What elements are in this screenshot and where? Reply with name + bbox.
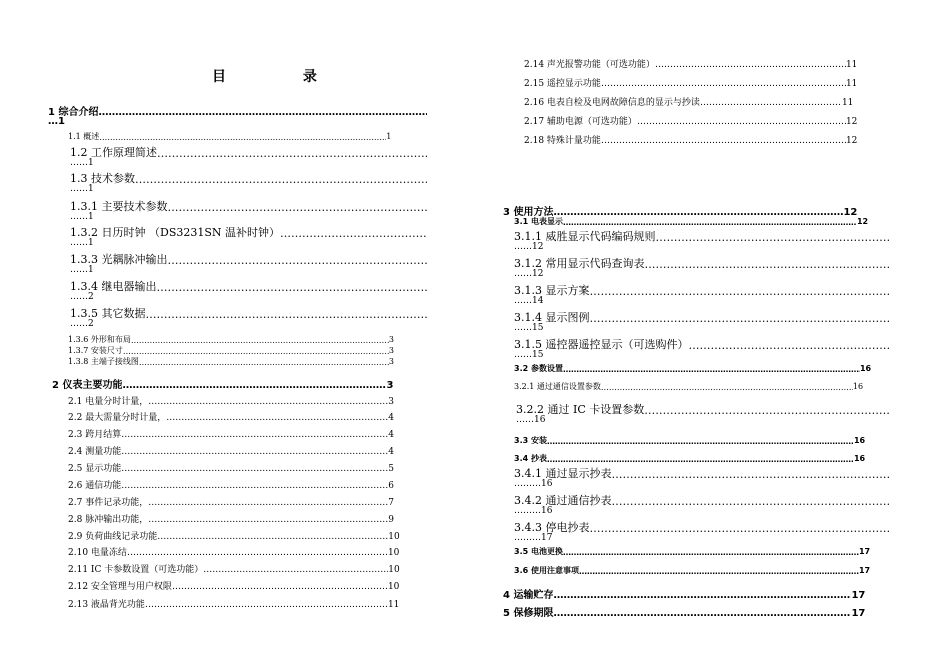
toc-leader-dots [553, 590, 851, 601]
toc-entry-number: 3.1.2 [514, 257, 542, 270]
toc-entry-continuation: ……15 [514, 323, 544, 333]
toc-entry-title: 特殊计量功能 [546, 136, 601, 146]
toc-entry-number: 2.12 [68, 582, 89, 592]
toc-entry-title: 测量功能 [85, 447, 122, 457]
toc-page-number: 3 [388, 357, 394, 366]
toc-entry-title: 辅助电源（可选功能） [546, 117, 637, 127]
toc-entry-title: 主要技术参数 [101, 200, 168, 213]
toc-leader-dots [590, 312, 889, 325]
toc-entry[interactable] [48, 103, 438, 118]
toc-entry-continuation: ……1 [70, 212, 94, 222]
toc-leader-dots [131, 336, 389, 345]
toc-entry-title: 遥控器遥控显示（可选购件） [545, 338, 689, 351]
toc-entry-title: 最大需量分时计量， [85, 413, 167, 423]
toc-page-number: 12 [845, 117, 858, 127]
toc-entry-number: 2.9 [68, 532, 83, 542]
toc-leader-dots [203, 565, 388, 575]
toc-leader-dots [121, 447, 388, 457]
toc-entry-title: 安全管理与用户权限 [90, 582, 172, 592]
toc-entry-number: 2.3 [68, 430, 83, 440]
toc-entry-number: 3 [503, 207, 510, 218]
toc-leader-dots [637, 117, 846, 127]
toc-entry-number: 3.3 [514, 436, 529, 445]
toc-entry-title: 工作原理简述 [91, 146, 157, 159]
toc-entry-continuation: ………16 [514, 479, 553, 489]
toc-entry[interactable] [514, 465, 899, 481]
toc-entry[interactable] [514, 255, 899, 271]
toc-page-number: 3 [388, 346, 394, 355]
toc-page-number: 10 [387, 548, 400, 558]
toc-leader-dots [99, 133, 386, 142]
toc-page-number: 5 [388, 464, 394, 474]
toc-leader-dots [148, 498, 388, 508]
toc-entry[interactable] [68, 495, 405, 508]
toc-leader-dots [280, 227, 427, 240]
toc-entry-continuation: ……1 [70, 238, 94, 248]
toc-entry[interactable] [514, 435, 876, 446]
toc-entry-continuation: ……1 [70, 265, 94, 275]
toc-entry-number: 3.1.3 [514, 284, 542, 297]
toc-leader-dots [157, 147, 427, 160]
toc-entry-continuation: ……1 [70, 158, 94, 168]
toc-entry[interactable] [514, 363, 882, 374]
toc-entry-title: 使用方法 [513, 207, 554, 218]
toc-entry-title: 电量分时计量， [85, 397, 149, 407]
toc-entry-title: 事件记录功能， [85, 498, 149, 508]
toc-leader-dots [122, 380, 386, 391]
toc-entry-title: 显示方案 [545, 284, 590, 297]
toc-page-number: 4 [388, 413, 394, 423]
toc-entry[interactable] [68, 478, 405, 491]
toc-leader-dots [655, 60, 846, 70]
toc-leader-dots [168, 201, 428, 214]
toc-entry-title: 综合介绍 [58, 107, 99, 118]
toc-page-number: 11 [841, 98, 854, 108]
toc-entry-number: 1.3.8 [68, 357, 89, 366]
toc-leader-dots [579, 567, 859, 576]
toc-leader-dots [98, 107, 427, 118]
toc-leader-dots [689, 339, 889, 352]
toc-page-number: 3 [386, 380, 394, 391]
toc-leader-dots [601, 79, 846, 89]
toc-leader-dots [547, 455, 854, 464]
toc-entry[interactable] [516, 401, 900, 417]
toc-entry[interactable] [68, 394, 405, 407]
toc-leader-dots [563, 548, 859, 557]
toc-entry-continuation: ……1 [70, 184, 94, 194]
toc-page-number: 3 [388, 335, 394, 344]
toc-leader-dots [168, 254, 428, 267]
toc-leader-dots [590, 522, 889, 535]
toc-entry-title: 使用注意事项 [530, 566, 579, 575]
toc-leader-dots [146, 308, 428, 321]
toc-entry-title: 概述 [83, 132, 100, 141]
toc-entry-number: 3.1.5 [514, 338, 542, 351]
toc-entry[interactable] [524, 76, 868, 89]
toc-entry-title: 参数设置 [530, 364, 563, 373]
toc-entry-number: 2.14 [524, 60, 545, 70]
toc-entry-number: 2.18 [524, 136, 545, 146]
toc-entry-title: 液晶背光功能 [90, 600, 145, 610]
toc-page-number: 17 [851, 608, 866, 619]
toc-entry-title: 负荷曲线记录功能 [85, 532, 158, 542]
toc-entry-continuation: ……2 [70, 292, 94, 302]
toc-entry[interactable] [68, 334, 405, 345]
toc-entry-title: 继电器输出 [101, 280, 157, 293]
toc-entry[interactable] [524, 114, 868, 127]
toc-page-number: 12 [845, 136, 858, 146]
toc-page-number: 12 [856, 217, 869, 226]
toc-leader-dots [148, 397, 388, 407]
toc-entry-title: 遥控显示功能 [546, 79, 601, 89]
toc-leader-dots [612, 495, 889, 508]
toc-entry[interactable] [68, 579, 410, 592]
toc-entry-title: 外形和布局 [90, 335, 131, 344]
toc-leader-dots [700, 98, 842, 108]
toc-entry[interactable] [514, 309, 899, 325]
toc-entry[interactable] [514, 381, 874, 392]
toc-entry-number: 3.4.3 [514, 521, 542, 534]
toc-entry-title: 通过显示抄表 [545, 467, 612, 480]
toc-leader-dots [645, 258, 889, 271]
toc-entry[interactable] [70, 305, 438, 321]
page-title: 目 录 [212, 69, 353, 85]
toc-entry-number: 5 [503, 608, 510, 619]
toc-entry[interactable] [514, 216, 879, 227]
toc-leader-dots [121, 464, 388, 474]
toc-entry-number: 2.4 [68, 447, 83, 457]
toc-entry[interactable] [70, 198, 438, 214]
toc-page-number: 12 [843, 207, 858, 218]
toc-entry-number: 1.3 [70, 172, 88, 185]
toc-entry-number: 2.6 [68, 481, 83, 491]
toc-entry[interactable] [514, 565, 881, 576]
toc-entry-number: 2.1 [68, 397, 83, 407]
toc-page-number: 17 [858, 566, 871, 575]
toc-entry-title: 抄表 [530, 454, 547, 463]
toc-page-number: 6 [388, 481, 394, 491]
toc-page-number: 10 [388, 532, 400, 542]
toc-entry[interactable] [514, 519, 899, 535]
toc-leader-dots [127, 548, 388, 558]
toc-entry-number: 3.5 [514, 547, 529, 556]
toc-entry[interactable] [52, 376, 404, 391]
toc-entry-title: 电表显示 [530, 217, 563, 226]
toc-entry-title: 通过通信设置参数 [536, 382, 601, 391]
toc-entry-title: 光耦脉冲输出 [101, 253, 168, 266]
toc-entry-title: 电量冻结 [90, 548, 127, 558]
toc-entry-continuation: ……2 [70, 319, 94, 329]
toc-leader-dots [656, 231, 889, 244]
toc-page-number: 1 [386, 132, 392, 141]
toc-entry[interactable] [68, 461, 405, 474]
toc-entry[interactable] [70, 144, 438, 160]
toc-leader-dots [135, 173, 427, 186]
toc-entry-continuation: …1 [48, 116, 65, 127]
toc-page-number: 11 [845, 60, 858, 70]
toc-entry-title: 电表自检及电网故障信息的显示与抄读 [546, 98, 700, 108]
toc-entry-number: 2.15 [524, 79, 545, 89]
toc-entry-title: 通信功能 [85, 481, 122, 491]
toc-entry-number: 2.5 [68, 464, 83, 474]
toc-entry-number: 2.2 [68, 413, 83, 423]
toc-page-number: 16 [853, 436, 866, 445]
toc-entry-continuation: ……15 [514, 350, 544, 360]
toc-entry-continuation: ………17 [514, 533, 553, 543]
toc-entry-number: 1.3.5 [70, 307, 98, 320]
toc-entry-number: 3.2.2 [516, 403, 544, 416]
toc-leader-dots [121, 430, 388, 440]
toc-page-number: 16 [852, 382, 864, 391]
toc-entry-title: 仪表主要功能 [62, 380, 123, 391]
toc-leader-dots [644, 404, 889, 417]
toc-entry[interactable] [503, 604, 876, 619]
toc-leader-dots [157, 281, 428, 294]
toc-entry-number: 1.3.1 [70, 200, 98, 213]
toc-entry[interactable] [514, 546, 881, 557]
toc-entry-title: 常用显示代码查询表 [545, 257, 645, 270]
toc-entry-title: 安装 [530, 436, 547, 445]
toc-entry[interactable] [70, 251, 438, 267]
toc-entry[interactable] [70, 224, 438, 240]
toc-leader-dots [547, 437, 854, 446]
toc-entry-continuation: ……12 [514, 242, 544, 252]
toc-page-number: 7 [388, 498, 394, 508]
toc-entry-number: 1.3.3 [70, 253, 98, 266]
toc-entry[interactable] [70, 170, 438, 186]
toc-entry-number: 1 [48, 107, 55, 118]
toc-entry[interactable] [524, 95, 864, 108]
toc-page-number: 16 [853, 454, 866, 463]
toc-page-number: 17 [851, 590, 866, 601]
toc-entry[interactable] [68, 597, 410, 610]
toc-entry[interactable] [514, 492, 899, 508]
toc-entry-title: 脉冲输出功能， [85, 515, 149, 525]
toc-entry-title: 运输贮存 [513, 590, 554, 601]
toc-entry-number: 2.10 [68, 548, 89, 558]
toc-entry-number: 2.13 [68, 600, 89, 610]
toc-entry-number: 3.1.4 [514, 311, 542, 324]
toc-entry-title: 保修期限 [513, 608, 554, 619]
toc-entry-title: 声光报警功能（可选功能） [546, 60, 655, 70]
toc-entry-number: 3.4.1 [514, 467, 542, 480]
toc-leader-dots [553, 608, 851, 619]
toc-entry[interactable] [68, 562, 410, 575]
toc-entry[interactable] [68, 444, 405, 457]
toc-leader-dots [145, 600, 388, 610]
toc-entry-number: 2 [52, 380, 59, 391]
toc-entry[interactable] [68, 356, 405, 367]
toc-entry-number: 1.1 [68, 132, 81, 141]
toc-entry-number: 1.3.6 [68, 335, 89, 344]
toc-entry-number: 1.3.7 [68, 346, 89, 355]
toc-entry-number: 2.16 [524, 98, 545, 108]
toc-entry-continuation: ……12 [514, 269, 544, 279]
toc-entry[interactable] [68, 512, 405, 525]
toc-entry-title: 其它数据 [101, 307, 146, 320]
toc-entry-title: 威胜显示代码编码规则 [545, 230, 656, 243]
toc-page-number: 10 [388, 565, 400, 575]
toc-entry[interactable] [514, 336, 899, 352]
toc-entry[interactable] [68, 131, 403, 142]
toc-entry-number: 3.4 [514, 454, 529, 463]
toc-leader-dots [563, 365, 860, 374]
toc-leader-dots [148, 515, 388, 525]
toc-entry-title: IC 卡参数设置（可选功能） [90, 565, 204, 575]
toc-leader-dots [139, 358, 389, 367]
toc-entry[interactable] [68, 427, 405, 440]
toc-entry-continuation: ………16 [514, 506, 553, 516]
toc-leader-dots [166, 413, 388, 423]
toc-entry-number: 2.11 [68, 565, 89, 575]
toc-entry-title: 停电抄表 [545, 521, 590, 534]
toc-entry[interactable] [514, 228, 899, 244]
toc-entry[interactable] [70, 278, 438, 294]
toc-entry[interactable] [524, 133, 868, 146]
toc-page-number: 4 [388, 447, 394, 457]
toc-entry-number: 3.4.2 [514, 494, 542, 507]
toc-entry-title: 电池更换 [530, 547, 563, 556]
toc-entry-title: 主端子接线图 [90, 357, 139, 366]
toc-entry-number: 1.3.4 [70, 280, 98, 293]
toc-entry[interactable] [524, 57, 868, 70]
toc-leader-dots [612, 468, 889, 481]
toc-entry-number: 2.8 [68, 515, 83, 525]
toc-entry-continuation: ……14 [514, 296, 544, 306]
toc-entry[interactable] [68, 529, 410, 542]
toc-leader-dots [601, 383, 853, 392]
toc-entry[interactable] [68, 345, 405, 356]
toc-entry[interactable] [514, 453, 876, 464]
toc-entry-continuation: ……16 [516, 415, 546, 425]
toc-entry-title: 显示图例 [545, 311, 590, 324]
toc-leader-dots [121, 481, 388, 491]
toc-entry-number: 1.2 [70, 146, 88, 159]
toc-entry[interactable] [68, 410, 405, 423]
toc-entry-number: 3.6 [514, 566, 529, 575]
toc-leader-dots [563, 218, 857, 227]
toc-page-number: 9 [388, 515, 394, 525]
toc-page-number: 17 [858, 547, 871, 556]
toc-entry-number: 3.2 [514, 364, 529, 373]
toc-leader-dots [601, 136, 846, 146]
toc-page-number: 3 [388, 397, 394, 407]
toc-leader-dots [157, 532, 388, 542]
toc-entry-number: 1.3.2 [70, 226, 98, 239]
toc-entry-title: 技术参数 [91, 172, 135, 185]
toc-leader-dots [123, 347, 389, 356]
toc-entry-title: 显示功能 [85, 464, 122, 474]
toc-entry-number: 4 [503, 590, 510, 601]
toc-entry-number: 2.17 [524, 117, 545, 127]
toc-entry-title: 跨月结算 [85, 430, 122, 440]
toc-leader-dots [172, 582, 388, 592]
toc-entry-title: 安装尺寸 [90, 346, 123, 355]
toc-entry-number: 3.1 [514, 217, 529, 226]
toc-page-number: 16 [859, 364, 872, 373]
toc-entry-number: 3.2.1 [514, 382, 535, 391]
toc-page-number: 4 [388, 430, 394, 440]
toc-entry-number: 2.7 [68, 498, 83, 508]
toc-entry[interactable] [514, 282, 899, 298]
toc-page-number: 11 [845, 79, 858, 89]
toc-entry[interactable] [503, 586, 876, 601]
toc-entry[interactable] [68, 545, 410, 558]
toc-page-number: 10 [387, 582, 400, 592]
toc-page-number: 11 [387, 600, 400, 610]
toc-leader-dots [590, 285, 889, 298]
toc-entry-title: 日历时钟 （DS3231SN 温补时钟） [101, 226, 281, 239]
toc-entry-title: 通过 IC 卡设置参数 [547, 403, 645, 416]
toc-entry-number: 3.1.1 [514, 230, 542, 243]
toc-entry-title: 通过通信抄表 [545, 494, 612, 507]
